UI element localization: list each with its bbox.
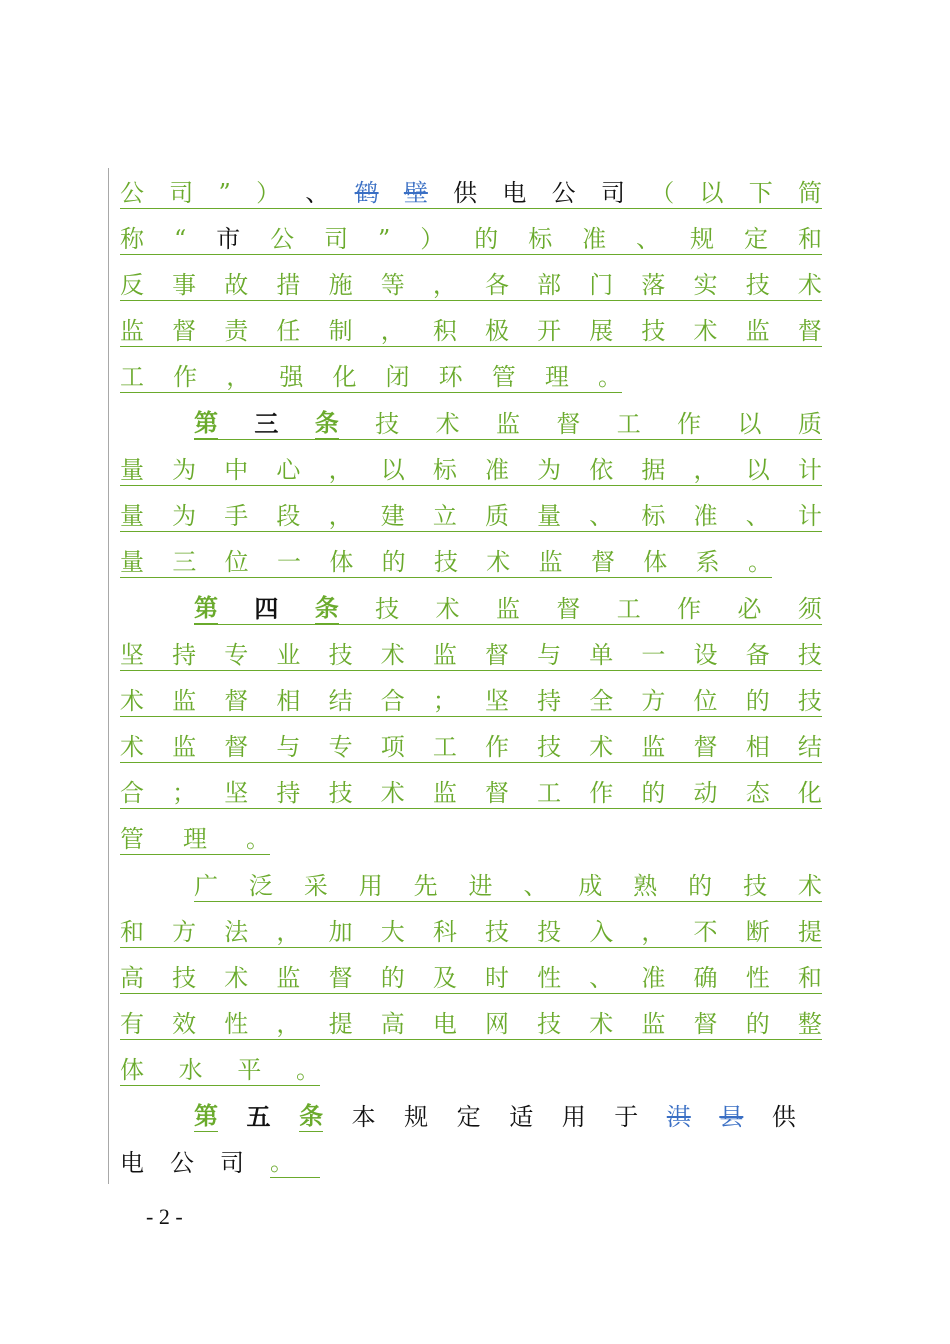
text-char: 司 bbox=[324, 225, 349, 253]
text-char: 督 bbox=[224, 733, 249, 761]
text-char: 和 bbox=[797, 964, 822, 992]
text-char: 落 bbox=[641, 271, 666, 299]
text-char: 监 bbox=[432, 779, 457, 807]
text-char: 的 bbox=[381, 548, 406, 576]
text-char: 的 bbox=[688, 872, 713, 900]
text-char: ， bbox=[693, 456, 718, 484]
text-char: 四 bbox=[254, 594, 279, 623]
text-char: 监 bbox=[641, 733, 666, 761]
text-char: 设 bbox=[693, 641, 718, 669]
text-char: 监 bbox=[641, 1010, 666, 1038]
text-char: 督 bbox=[484, 641, 509, 669]
deleted-text: 县 bbox=[719, 1103, 744, 1131]
text-char: 于 bbox=[614, 1103, 639, 1131]
text-line bbox=[194, 590, 822, 625]
text-char: 的 bbox=[745, 1010, 770, 1038]
text-char: 量 bbox=[120, 502, 144, 530]
text-char: 必 bbox=[737, 595, 762, 623]
text-char: 和 bbox=[120, 918, 144, 946]
text-char: 入 bbox=[589, 918, 614, 946]
text-char: 展 bbox=[589, 317, 614, 345]
text-char: 有 bbox=[120, 1010, 144, 1038]
text-char: 供 bbox=[453, 179, 478, 207]
text-char: 定 bbox=[744, 225, 768, 253]
text-char: ， bbox=[226, 363, 251, 391]
text-char: 以 bbox=[380, 456, 405, 484]
text-char: 建 bbox=[380, 502, 405, 530]
text-char: 与 bbox=[537, 641, 562, 669]
text-char: 技 bbox=[743, 872, 768, 900]
text-char: 工 bbox=[120, 363, 144, 391]
text-char: ， bbox=[328, 502, 353, 530]
text-line bbox=[120, 820, 270, 855]
text-char: 作 bbox=[677, 595, 702, 623]
text-char: 准 bbox=[582, 225, 607, 253]
text-char: 网 bbox=[484, 1010, 509, 1038]
text-char: 事 bbox=[172, 271, 197, 299]
text-char: ， bbox=[432, 271, 457, 299]
text-char: 。 bbox=[246, 825, 270, 853]
text-char: 的 bbox=[641, 779, 666, 807]
text-char: 作 bbox=[677, 410, 702, 438]
text-char: 进 bbox=[468, 872, 493, 900]
text-char: 工 bbox=[616, 595, 641, 623]
text-char: 以 bbox=[737, 410, 762, 438]
text-char: 简 bbox=[798, 179, 822, 207]
text-char: 技 bbox=[797, 641, 822, 669]
text-char: 监 bbox=[495, 410, 520, 438]
text-char: 适 bbox=[509, 1103, 534, 1131]
text-char: 督 bbox=[172, 317, 197, 345]
text-char: 术 bbox=[435, 410, 460, 438]
text-char: 计 bbox=[797, 456, 822, 484]
text-char: 体 bbox=[120, 1056, 144, 1084]
text-char: ， bbox=[380, 317, 405, 345]
text-char: 的 bbox=[380, 964, 405, 992]
text-char: 、 bbox=[636, 225, 661, 253]
text-char: 供 bbox=[771, 1103, 796, 1131]
text-char: 极 bbox=[484, 317, 509, 345]
text-char: 监 bbox=[172, 687, 197, 715]
text-char: 技 bbox=[745, 271, 770, 299]
text-char: 段 bbox=[276, 502, 301, 530]
text-char: 理 bbox=[183, 825, 207, 853]
text-line bbox=[120, 636, 822, 671]
text-char: 技 bbox=[172, 964, 197, 992]
text-char: 电 bbox=[432, 1010, 457, 1038]
text-char: 用 bbox=[358, 872, 383, 900]
text-char: 体 bbox=[329, 548, 354, 576]
text-char: 标 bbox=[432, 456, 457, 484]
text-char: 制 bbox=[328, 317, 353, 345]
text-char: 。 bbox=[747, 548, 772, 576]
text-char: ” bbox=[218, 179, 231, 207]
text-char: 术 bbox=[120, 733, 144, 761]
text-char: 大 bbox=[380, 918, 405, 946]
text-char: 术 bbox=[486, 548, 511, 576]
text-char: 措 bbox=[276, 271, 301, 299]
text-char: 方 bbox=[641, 687, 666, 715]
text-char: 督 bbox=[224, 687, 249, 715]
text-line bbox=[120, 174, 822, 209]
text-char: 督 bbox=[693, 1010, 718, 1038]
text-char: 技 bbox=[797, 687, 822, 715]
text-char: 公 bbox=[551, 179, 576, 207]
text-char: 专 bbox=[224, 641, 249, 669]
text-char: 坚 bbox=[120, 641, 144, 669]
text-char: 技 bbox=[328, 641, 353, 669]
text-char: 量 bbox=[120, 548, 144, 576]
text-char: 业 bbox=[276, 641, 301, 669]
text-char: 高 bbox=[120, 964, 144, 992]
deleted-text: 鹤 bbox=[354, 179, 379, 207]
text-char: 广 bbox=[194, 872, 218, 900]
text-char: 采 bbox=[303, 872, 328, 900]
text-char: 部 bbox=[537, 271, 562, 299]
text-char: 投 bbox=[537, 918, 562, 946]
text-char: 量 bbox=[120, 456, 144, 484]
text-line bbox=[194, 1098, 796, 1132]
text-char: 环 bbox=[438, 363, 463, 391]
text-char: 相 bbox=[276, 687, 301, 715]
text-char: 以 bbox=[745, 456, 770, 484]
text-char: 术 bbox=[435, 595, 460, 623]
text-char: ） bbox=[256, 179, 281, 207]
text-char: 的 bbox=[474, 225, 499, 253]
text-char: 督 bbox=[590, 548, 615, 576]
text-char: 法 bbox=[224, 918, 249, 946]
text-char: ； bbox=[172, 779, 197, 807]
text-char: 任 bbox=[276, 317, 301, 345]
text-line bbox=[120, 266, 822, 301]
text-char: 监 bbox=[120, 317, 144, 345]
text-char: 效 bbox=[172, 1010, 197, 1038]
text-line bbox=[120, 358, 622, 393]
text-char: 一 bbox=[641, 641, 666, 669]
text-line bbox=[120, 913, 822, 948]
text-line bbox=[120, 1051, 320, 1086]
text-char: 条 bbox=[299, 1101, 324, 1130]
text-line bbox=[120, 728, 822, 763]
text-char: 中 bbox=[224, 456, 249, 484]
text-char: 持 bbox=[172, 641, 197, 669]
text-char: 全 bbox=[589, 687, 614, 715]
text-char: ； bbox=[432, 687, 457, 715]
text-char: 作 bbox=[589, 779, 614, 807]
text-char: 作 bbox=[173, 363, 198, 391]
text-char: 术 bbox=[380, 641, 405, 669]
text-char: 据 bbox=[641, 456, 666, 484]
text-char: 、 bbox=[589, 964, 614, 992]
text-char: 用 bbox=[561, 1103, 586, 1131]
text-char: 技 bbox=[537, 733, 562, 761]
text-char: 监 bbox=[172, 733, 197, 761]
text-char: 监 bbox=[495, 595, 520, 623]
text-char: 标 bbox=[528, 225, 553, 253]
text-char: 术 bbox=[797, 872, 822, 900]
text-char: 作 bbox=[484, 733, 509, 761]
text-char: 监 bbox=[745, 317, 770, 345]
text-char: 司 bbox=[220, 1149, 244, 1177]
text-char: 依 bbox=[589, 456, 614, 484]
text-char: 术 bbox=[797, 271, 822, 299]
text-char: 施 bbox=[328, 271, 353, 299]
text-char: 规 bbox=[690, 225, 715, 253]
text-char: 坚 bbox=[224, 779, 249, 807]
text-char: 责 bbox=[224, 317, 249, 345]
text-char: 泛 bbox=[248, 872, 273, 900]
text-char: 确 bbox=[693, 964, 718, 992]
text-line bbox=[194, 867, 822, 902]
text-char: 性 bbox=[745, 964, 770, 992]
text-char: 心 bbox=[276, 456, 301, 484]
text-char: 规 bbox=[404, 1103, 429, 1131]
text-char: 专 bbox=[328, 733, 353, 761]
text-char: 术 bbox=[693, 317, 718, 345]
text-char: 为 bbox=[537, 456, 562, 484]
text-char: 五 bbox=[246, 1102, 271, 1131]
text-char: 平 bbox=[237, 1056, 262, 1084]
text-char: 坚 bbox=[484, 687, 509, 715]
page-number: - 2 - bbox=[146, 1204, 183, 1229]
text-char: 术 bbox=[120, 687, 144, 715]
text-char: 水 bbox=[178, 1056, 203, 1084]
text-char: 技 bbox=[375, 595, 400, 623]
text-char: 准 bbox=[484, 456, 509, 484]
text-line bbox=[120, 774, 822, 809]
text-char: 加 bbox=[328, 918, 353, 946]
text-char: 强 bbox=[279, 363, 304, 391]
text-char: 位 bbox=[224, 548, 249, 576]
text-line bbox=[120, 497, 822, 532]
text-char: 开 bbox=[537, 317, 562, 345]
text-char: 本 bbox=[351, 1103, 376, 1131]
text-char: 一 bbox=[276, 548, 301, 576]
text-char: 备 bbox=[745, 641, 770, 669]
text-char: 下 bbox=[748, 179, 773, 207]
text-char: 术 bbox=[224, 964, 249, 992]
text-line bbox=[120, 682, 822, 717]
text-char: 督 bbox=[328, 964, 353, 992]
text-char: 。 bbox=[270, 1147, 320, 1178]
text-char: 为 bbox=[172, 456, 197, 484]
text-char: 性 bbox=[224, 1010, 249, 1038]
text-char: 须 bbox=[797, 595, 822, 623]
text-char: 、 bbox=[745, 502, 770, 530]
text-line bbox=[120, 959, 822, 994]
text-char: 定 bbox=[456, 1103, 481, 1131]
text-char: 质 bbox=[797, 410, 822, 438]
text-char: 化 bbox=[797, 779, 822, 807]
text-char: 督 bbox=[556, 595, 581, 623]
text-char: 工 bbox=[537, 779, 562, 807]
text-char: 时 bbox=[484, 964, 509, 992]
text-line bbox=[120, 451, 822, 486]
text-char: 科 bbox=[432, 918, 457, 946]
text-char: 督 bbox=[556, 410, 581, 438]
text-char: 电 bbox=[502, 179, 527, 207]
text-char: 成 bbox=[578, 872, 603, 900]
text-char: 和 bbox=[797, 225, 822, 253]
text-char: 态 bbox=[745, 779, 770, 807]
text-char: 先 bbox=[413, 872, 438, 900]
text-char: 工 bbox=[616, 410, 641, 438]
text-char: 监 bbox=[432, 641, 457, 669]
text-char: 提 bbox=[797, 918, 822, 946]
text-char: 断 bbox=[745, 918, 770, 946]
text-char: ” bbox=[378, 225, 391, 253]
text-char: 为 bbox=[172, 502, 197, 530]
text-char: 的 bbox=[745, 687, 770, 715]
text-char: 督 bbox=[484, 779, 509, 807]
text-char: 技 bbox=[537, 1010, 562, 1038]
text-char: 督 bbox=[797, 317, 822, 345]
text-char: ， bbox=[328, 456, 353, 484]
text-char: 相 bbox=[745, 733, 770, 761]
text-char: 标 bbox=[641, 502, 666, 530]
text-char: 。 bbox=[597, 363, 622, 391]
text-char: 结 bbox=[328, 687, 353, 715]
text-char: 项 bbox=[380, 733, 405, 761]
text-char: 高 bbox=[380, 1010, 405, 1038]
text-char: 系 bbox=[695, 548, 720, 576]
text-char: 反 bbox=[120, 271, 144, 299]
text-char: 单 bbox=[589, 641, 614, 669]
text-char: 监 bbox=[538, 548, 563, 576]
text-char: 术 bbox=[380, 779, 405, 807]
text-char: 、 bbox=[523, 872, 548, 900]
text-char: 熟 bbox=[633, 872, 658, 900]
text-char: 持 bbox=[537, 687, 562, 715]
text-line bbox=[194, 405, 822, 440]
text-char: 称 bbox=[120, 225, 144, 253]
text-char: 提 bbox=[328, 1010, 353, 1038]
text-line bbox=[120, 1005, 822, 1040]
text-char: 化 bbox=[332, 363, 357, 391]
text-char: “ bbox=[173, 225, 187, 253]
text-char: 术 bbox=[589, 1010, 614, 1038]
text-char: 司 bbox=[600, 179, 625, 207]
text-char: 位 bbox=[693, 687, 718, 715]
text-char: 手 bbox=[224, 502, 249, 530]
text-char: 。 bbox=[295, 1056, 320, 1084]
deleted-text: 淇 bbox=[666, 1103, 691, 1131]
text-char: 管 bbox=[120, 825, 144, 853]
text-char: 故 bbox=[224, 271, 249, 299]
text-char: ， bbox=[276, 918, 301, 946]
text-char: 司 bbox=[169, 179, 194, 207]
text-char: 合 bbox=[120, 779, 144, 807]
text-char: 三 bbox=[172, 548, 197, 576]
text-char: ， bbox=[276, 1010, 301, 1038]
text-char: 及 bbox=[432, 964, 457, 992]
text-line bbox=[120, 312, 822, 347]
text-char: 实 bbox=[693, 271, 718, 299]
text-char: 持 bbox=[276, 779, 301, 807]
text-char: 市 bbox=[216, 225, 241, 253]
text-char: 条 bbox=[314, 408, 339, 437]
text-char: 工 bbox=[432, 733, 457, 761]
text-char: 准 bbox=[641, 964, 666, 992]
text-char: 技 bbox=[328, 779, 353, 807]
text-char: 第 bbox=[194, 1101, 218, 1130]
text-char: 管 bbox=[491, 363, 516, 391]
text-char: 、 bbox=[305, 179, 330, 207]
text-char: 不 bbox=[693, 918, 718, 946]
text-char: 术 bbox=[589, 733, 614, 761]
text-char: 体 bbox=[643, 548, 668, 576]
text-char: 技 bbox=[375, 410, 400, 438]
text-char: 性 bbox=[537, 964, 562, 992]
text-char: 动 bbox=[693, 779, 718, 807]
text-char: 各 bbox=[484, 271, 509, 299]
text-char: 督 bbox=[693, 733, 718, 761]
text-char: 技 bbox=[484, 918, 509, 946]
text-char: 、 bbox=[589, 502, 614, 530]
text-line bbox=[120, 543, 772, 578]
text-char: 质 bbox=[484, 502, 509, 530]
text-char: 门 bbox=[589, 271, 614, 299]
text-char: 三 bbox=[254, 409, 279, 438]
text-char: 监 bbox=[276, 964, 301, 992]
text-char: 公 bbox=[270, 225, 295, 253]
text-line bbox=[120, 220, 822, 255]
text-char: 电 bbox=[120, 1149, 144, 1177]
text-char: 量 bbox=[537, 502, 562, 530]
text-char: 整 bbox=[797, 1010, 822, 1038]
text-char: 公 bbox=[120, 179, 144, 207]
text-char: 第 bbox=[194, 408, 218, 437]
text-line bbox=[120, 1144, 320, 1178]
text-char: ） bbox=[420, 225, 445, 253]
text-char: 结 bbox=[797, 733, 822, 761]
text-char: 准 bbox=[693, 502, 718, 530]
text-char: 以 bbox=[699, 179, 724, 207]
text-char: 计 bbox=[797, 502, 822, 530]
text-char: 闭 bbox=[385, 363, 410, 391]
deleted-text: 壁 bbox=[403, 179, 428, 207]
text-char: 技 bbox=[641, 317, 666, 345]
text-char: ， bbox=[641, 918, 666, 946]
text-char: 条 bbox=[314, 593, 339, 622]
text-char: 积 bbox=[432, 317, 457, 345]
text-char: 方 bbox=[172, 918, 197, 946]
text-char: 立 bbox=[432, 502, 457, 530]
text-char: 技 bbox=[433, 548, 458, 576]
text-char: 与 bbox=[276, 733, 301, 761]
text-char: 理 bbox=[544, 363, 569, 391]
text-char: 公 bbox=[170, 1149, 194, 1177]
text-char: 第 bbox=[194, 593, 218, 622]
text-char: 等 bbox=[380, 271, 405, 299]
revision-change-bar bbox=[108, 168, 109, 1184]
text-char: （ bbox=[650, 179, 675, 207]
text-char: 合 bbox=[380, 687, 405, 715]
